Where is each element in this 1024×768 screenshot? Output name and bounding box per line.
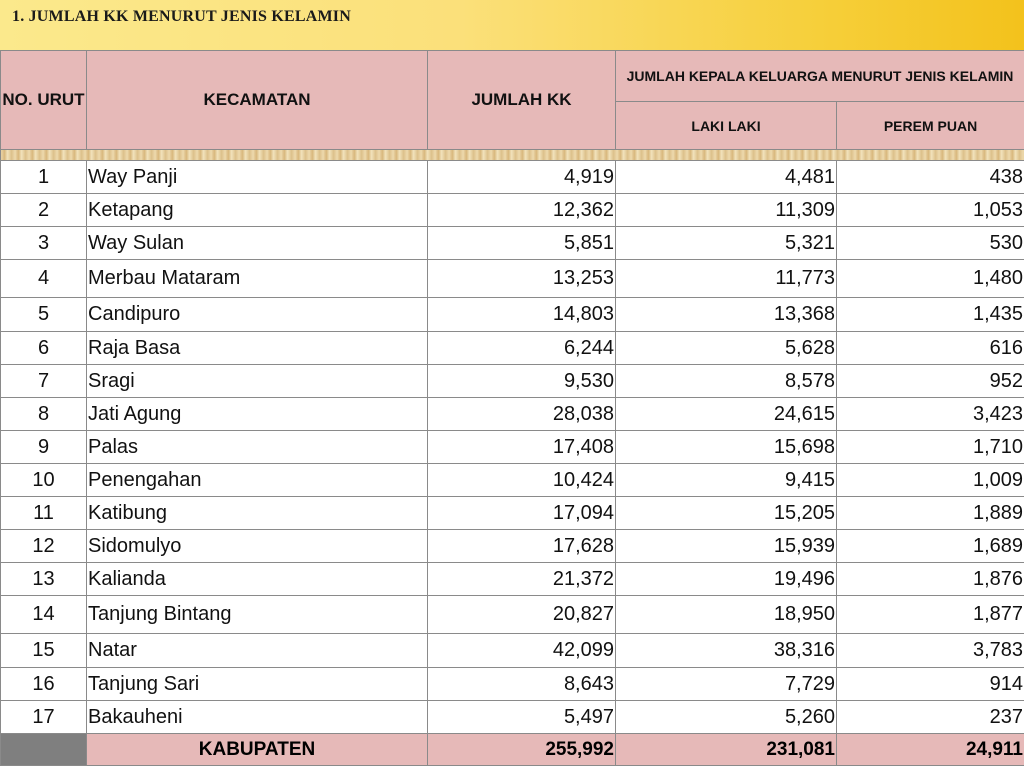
kk-table — [0, 50, 1024, 766]
total-laki-laki: 231,081 — [616, 734, 837, 766]
row-number: 8 — [1, 398, 87, 431]
row-number: 16 — [1, 668, 87, 701]
table-row — [1, 398, 1024, 431]
row-perempuan: 1,435 — [837, 298, 1024, 332]
row-perempuan: 530 — [837, 227, 1024, 260]
row-jumlah-kk: 28,038 — [428, 398, 616, 431]
stripe-cell — [1, 150, 1024, 161]
row-laki-laki: 7,729 — [616, 668, 837, 701]
row-jumlah-kk: 21,372 — [428, 563, 616, 596]
table-row — [1, 701, 1024, 734]
row-jumlah-kk: 9,530 — [428, 365, 616, 398]
row-laki-laki: 11,773 — [616, 260, 837, 298]
row-number: 7 — [1, 365, 87, 398]
row-laki-laki: 18,950 — [616, 596, 837, 634]
row-perempuan: 1,710 — [837, 431, 1024, 464]
row-kecamatan: Katibung — [87, 497, 428, 530]
total-perempuan: 24,911 — [837, 734, 1024, 766]
row-kecamatan: Ketapang — [87, 194, 428, 227]
row-kecamatan: Natar — [87, 634, 428, 668]
row-number: 2 — [1, 194, 87, 227]
row-number: 17 — [1, 701, 87, 734]
row-kecamatan: Way Sulan — [87, 227, 428, 260]
table-row — [1, 161, 1024, 194]
table-row — [1, 464, 1024, 497]
row-number: 4 — [1, 260, 87, 298]
table-row — [1, 497, 1024, 530]
row-laki-laki: 9,415 — [616, 464, 837, 497]
row-number: 9 — [1, 431, 87, 464]
row-laki-laki: 5,321 — [616, 227, 837, 260]
header-no-urut: NO. URUT — [1, 51, 87, 150]
header-group-jenis-kelamin: JUMLAH KEPALA KELUARGA MENURUT JENIS KELAMIN — [616, 51, 1024, 102]
row-kecamatan: Candipuro — [87, 298, 428, 332]
row-jumlah-kk: 17,408 — [428, 431, 616, 464]
row-perempuan: 1,889 — [837, 497, 1024, 530]
row-laki-laki: 5,260 — [616, 701, 837, 734]
total-label: KABUPATEN — [87, 734, 428, 766]
row-kecamatan: Bakauheni — [87, 701, 428, 734]
row-perempuan: 1,480 — [837, 260, 1024, 298]
header-kecamatan: KECAMATAN — [87, 51, 428, 150]
row-jumlah-kk: 10,424 — [428, 464, 616, 497]
table-row — [1, 298, 1024, 332]
row-laki-laki: 11,309 — [616, 194, 837, 227]
row-perempuan: 1,009 — [837, 464, 1024, 497]
row-number: 10 — [1, 464, 87, 497]
row-perempuan: 237 — [837, 701, 1024, 734]
row-jumlah-kk: 6,244 — [428, 332, 616, 365]
row-number: 3 — [1, 227, 87, 260]
total-row — [1, 734, 1024, 766]
row-kecamatan: Raja Basa — [87, 332, 428, 365]
row-laki-laki: 8,578 — [616, 365, 837, 398]
row-perempuan: 438 — [837, 161, 1024, 194]
row-laki-laki: 4,481 — [616, 161, 837, 194]
row-number: 15 — [1, 634, 87, 668]
header-jumlah-kk: JUMLAH KK — [428, 51, 616, 150]
row-perempuan: 1,689 — [837, 530, 1024, 563]
row-laki-laki: 15,939 — [616, 530, 837, 563]
row-jumlah-kk: 12,362 — [428, 194, 616, 227]
row-number: 12 — [1, 530, 87, 563]
row-kecamatan: Merbau Mataram — [87, 260, 428, 298]
row-perempuan: 3,423 — [837, 398, 1024, 431]
row-kecamatan: Palas — [87, 431, 428, 464]
row-laki-laki: 13,368 — [616, 298, 837, 332]
total-jumlah-kk: 255,992 — [428, 734, 616, 766]
row-perempuan: 1,876 — [837, 563, 1024, 596]
table-row — [1, 596, 1024, 634]
row-number: 6 — [1, 332, 87, 365]
row-jumlah-kk: 13,253 — [428, 260, 616, 298]
row-number: 14 — [1, 596, 87, 634]
row-number: 5 — [1, 298, 87, 332]
row-jumlah-kk: 42,099 — [428, 634, 616, 668]
decorative-stripe — [1, 150, 1024, 161]
row-number: 1 — [1, 161, 87, 194]
row-jumlah-kk: 20,827 — [428, 596, 616, 634]
table-row — [1, 227, 1024, 260]
row-jumlah-kk: 5,851 — [428, 227, 616, 260]
row-kecamatan: Kalianda — [87, 563, 428, 596]
row-laki-laki: 5,628 — [616, 332, 837, 365]
row-laki-laki: 15,698 — [616, 431, 837, 464]
row-jumlah-kk: 14,803 — [428, 298, 616, 332]
row-perempuan: 616 — [837, 332, 1024, 365]
table-row — [1, 668, 1024, 701]
row-perempuan: 3,783 — [837, 634, 1024, 668]
table-row — [1, 194, 1024, 227]
row-laki-laki: 19,496 — [616, 563, 837, 596]
page-title: 1. JUMLAH KK MENURUT JENIS KELAMIN — [12, 8, 351, 25]
total-blank-cell — [1, 734, 87, 766]
row-laki-laki: 15,205 — [616, 497, 837, 530]
row-perempuan: 1,053 — [837, 194, 1024, 227]
row-kecamatan: Tanjung Bintang — [87, 596, 428, 634]
row-number: 11 — [1, 497, 87, 530]
table-row — [1, 431, 1024, 464]
row-kecamatan: Way Panji — [87, 161, 428, 194]
row-perempuan: 952 — [837, 365, 1024, 398]
row-laki-laki: 24,615 — [616, 398, 837, 431]
row-kecamatan: Sragi — [87, 365, 428, 398]
row-jumlah-kk: 8,643 — [428, 668, 616, 701]
row-kecamatan: Penengahan — [87, 464, 428, 497]
row-jumlah-kk: 17,628 — [428, 530, 616, 563]
table-row — [1, 530, 1024, 563]
table-row — [1, 634, 1024, 668]
table-row — [1, 365, 1024, 398]
header-perempuan: PEREM PUAN — [837, 102, 1024, 150]
table-row — [1, 260, 1024, 298]
row-jumlah-kk: 4,919 — [428, 161, 616, 194]
row-jumlah-kk: 17,094 — [428, 497, 616, 530]
row-perempuan: 914 — [837, 668, 1024, 701]
table-row — [1, 563, 1024, 596]
row-laki-laki: 38,316 — [616, 634, 837, 668]
row-perempuan: 1,877 — [837, 596, 1024, 634]
row-kecamatan: Sidomulyo — [87, 530, 428, 563]
title-band — [0, 0, 1024, 50]
table-row — [1, 332, 1024, 365]
row-kecamatan: Tanjung Sari — [87, 668, 428, 701]
row-number: 13 — [1, 563, 87, 596]
header-laki-laki: LAKI LAKI — [616, 102, 837, 150]
row-jumlah-kk: 5,497 — [428, 701, 616, 734]
row-kecamatan: Jati Agung — [87, 398, 428, 431]
